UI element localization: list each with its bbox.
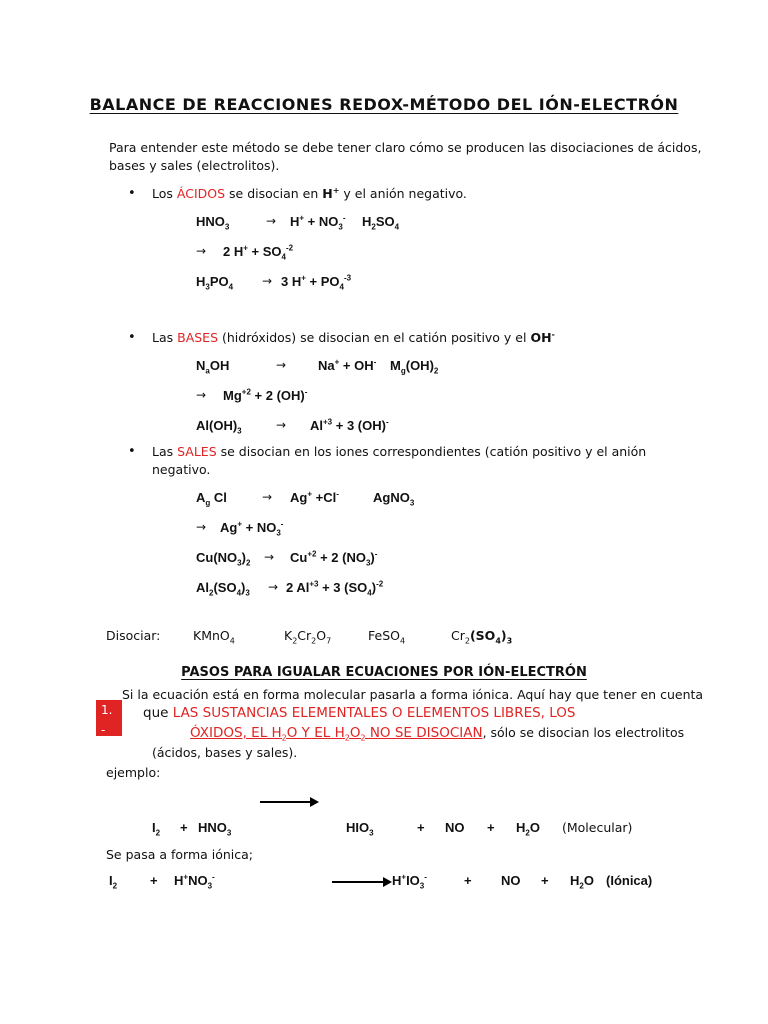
disociar-compound-feso4: FeSO$_4$: [368, 628, 406, 646]
acid-eq1-arrow: →: [266, 214, 277, 228]
bullet-acidos: •: [128, 186, 136, 201]
acidos-post: y el anión negativo.: [339, 186, 467, 201]
step1-line-3: ÓXIDOS, EL $H_2O$ Y EL $H_2O_2$ NO SE DISOCIAN, sólo se disocian los electrolitos: [190, 725, 685, 743]
sales-post: se disocian en los iones correspondientes (catión positivo y el anión: [216, 444, 647, 459]
salt-eq4-arrow: →: [268, 580, 279, 594]
salt-eq1-products: Ag+ +Cl-: [290, 489, 339, 505]
acidos-ion: H: [322, 186, 333, 201]
ionic-arrow-head: [383, 877, 392, 887]
base-eq2-arrow: →: [196, 388, 207, 402]
bases-description: [152, 330, 555, 345]
base-eq3-reactant: $Al(OH)_3$: [196, 418, 242, 436]
mol-plus-3: +: [487, 820, 495, 835]
salt-eq4-products: 2 $Al^{+3} + 3$ $(SO_4)^{-2}$: [286, 579, 384, 598]
acidos-description: [152, 186, 467, 201]
ion-plus-1: +: [150, 873, 158, 888]
salt-eq2-arrow: →: [196, 520, 207, 534]
bases-ion: OH: [530, 330, 552, 345]
acid-eq1-reactant: $HNO_3$: [196, 214, 230, 232]
acidos-pre: Los: [152, 186, 177, 201]
ion-plus-3: +: [541, 873, 549, 888]
ion-hno3: $H^+NO_3^-$: [174, 872, 215, 891]
step1-line-1: Si la ecuación está en forma molecular pasarla a forma iónica. Aquí hay que tener en cuenta: [122, 687, 704, 702]
bases-pre: Las: [152, 330, 178, 345]
salt-eq2-reactant: AgNO$_3$: [373, 490, 415, 508]
acid-eq2-reactant: $H_2SO_4$: [362, 214, 400, 232]
intro-line-1: Para entender este método se debe tener claro cómo se producen las disociaciones de ácidos,: [109, 140, 702, 155]
salt-eq1-arrow: →: [262, 490, 273, 504]
step1-line-2: que LAS SUSTANCIAS ELEMENTALES O ELEMENTOS LIBRES, LOS: [143, 705, 576, 721]
ion-hio3: $H^+IO_3^-$: [392, 872, 427, 891]
rule-highlight-2: ÓXIDOS, EL $H_2O$ Y EL $H_2O_2$ NO SE DISOCIAN: [190, 725, 483, 743]
ionic-arrow-line: [332, 881, 384, 883]
base-eq2-products: $Mg^{+2} + 2$ (OH)-: [223, 387, 308, 403]
mol-h2o: $H_2O$: [516, 820, 540, 838]
mol-plus-2: +: [417, 820, 425, 835]
sales-pre: Las: [152, 444, 178, 459]
acid-eq2-products: 2 $H^+ + SO_4^{-2}$: [223, 243, 294, 262]
mol-no: NO: [445, 820, 465, 835]
base-eq3-arrow: →: [276, 418, 287, 432]
step1-line-4: (ácidos, bases y sales).: [152, 745, 298, 760]
acid-eq3-arrow: →: [262, 274, 273, 288]
page-title: BALANCE DE REACCIONES REDOX-MÉTODO DEL IÓN-ELECTRÓN: [89, 95, 679, 114]
disociar-compound-k2cr2o7: $K_2Cr_2O_7$: [284, 628, 332, 646]
molecular-arrow-head: [310, 797, 319, 807]
mol-i2: $I_2$: [152, 820, 161, 838]
bases-ion-charge: -: [551, 329, 555, 339]
ejemplo-label: ejemplo:: [106, 765, 161, 780]
base-eq3-products: $Al^{+3} + 3$ (OH)-: [310, 417, 389, 433]
bullet-bases: •: [128, 330, 136, 345]
salt-eq2-products: $Ag^+ + NO_3^-$: [220, 519, 284, 538]
sales-keyword: SALES: [177, 444, 217, 459]
ion-h2o: $H_2O$: [570, 873, 594, 891]
ion-plus-2: +: [464, 873, 472, 888]
ionica-intro: Se pasa a forma iónica;: [106, 847, 254, 862]
rule-highlight-1: LAS SUSTANCIAS ELEMENTALES O ELEMENTOS LIBRES, LOS: [172, 705, 576, 721]
acid-eq2-arrow: →: [196, 244, 207, 258]
salt-eq3-arrow: →: [264, 550, 275, 564]
step-number-badge: 1. -: [96, 700, 122, 736]
intro-line-2: bases y sales (electrolitos).: [109, 158, 280, 173]
bases-post: (hidróxidos) se disocian en el catión positivo y el: [218, 330, 531, 345]
base-eq2-reactant: $M_g(OH)_2$: [390, 358, 439, 376]
base-eq1-reactant: $N_aOH$: [196, 358, 230, 376]
disociar-label: Disociar:: [106, 628, 161, 643]
bullet-sales: •: [128, 444, 136, 459]
mol-label: (Molecular): [562, 820, 633, 835]
salt-eq4-reactant: $Al_2(SO_4)_3$: [196, 580, 250, 598]
mol-plus-1: +: [180, 820, 188, 835]
acid-eq3-reactant: $H_3PO_4$: [196, 274, 234, 292]
acidos-mid: se disocian en: [225, 186, 323, 201]
mol-hio3: $HIO_3$: [346, 820, 374, 838]
salt-eq1-reactant: $A_g$ Cl: [196, 490, 227, 508]
base-eq1-arrow: →: [276, 358, 287, 372]
section-heading-pasos: PASOS PARA IGUALAR ECUACIONES POR IÓN-ELECTRÓN: [181, 665, 587, 680]
acid-eq3-products: 3 $H^+ + PO_4^{-3}$: [281, 273, 352, 292]
ion-no: NO: [501, 873, 521, 888]
acidos-keyword: ÁCIDOS: [176, 186, 226, 201]
base-eq1-products: Na+ + OH-: [318, 357, 377, 373]
mol-hno3: $HNO_3$: [198, 820, 232, 838]
sales-description-line2: negativo.: [152, 462, 211, 477]
acidos-ion-charge: +: [332, 185, 340, 195]
ion-label: (Iónica): [606, 873, 653, 888]
salt-eq3-products: $Cu^{+2} + 2$ $(NO_3)^-$: [290, 549, 378, 568]
salt-eq3-reactant: $Cu(NO_3)_2$: [196, 550, 251, 568]
disociar-compound-cr2so43: $Cr_2(SO_4)_3$: [451, 628, 513, 646]
molecular-arrow-line: [260, 801, 310, 803]
bases-keyword: BASES: [177, 330, 219, 345]
acid-eq1-products: $H^+ + NO_3^-$: [290, 213, 346, 232]
disociar-compound-kmno4: KMnO$_4$: [193, 628, 235, 646]
ion-i2: $I_2$: [109, 873, 118, 891]
sales-description: [152, 444, 646, 459]
